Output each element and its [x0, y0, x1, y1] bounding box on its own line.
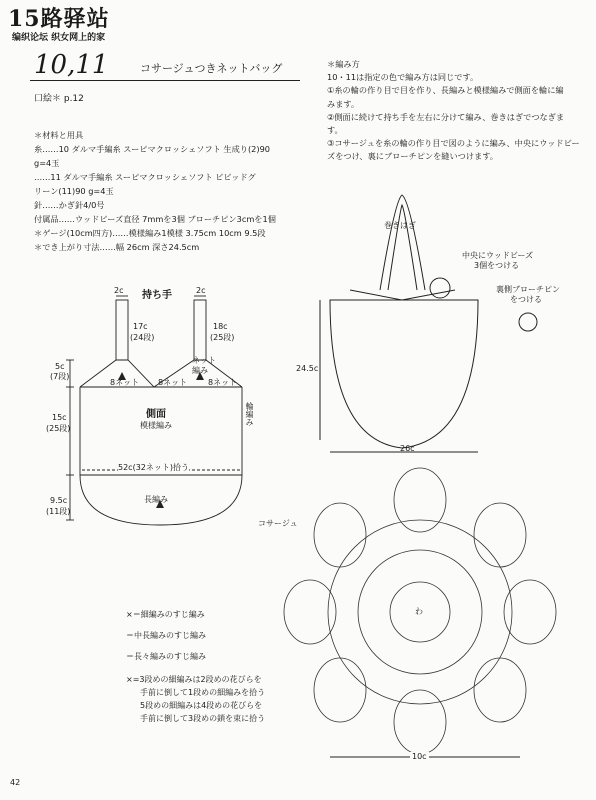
- left-handle-strap: [116, 300, 128, 360]
- bag-height: 24.5c: [296, 364, 319, 373]
- net-right-label: 8ネット: [208, 378, 238, 387]
- materials-line: ＊でき上がり寸法……幅 26cm 深さ24.5cm: [34, 242, 200, 252]
- method-line: ズをつけ、裏にブローチピンを縫いつけます。: [327, 151, 498, 162]
- bag-width: 26c: [400, 444, 415, 453]
- pattern-number: 10,11: [34, 50, 109, 80]
- pin-label-2: をつける: [510, 295, 542, 304]
- bottom-stitch-label: 長編み: [144, 495, 168, 504]
- materials-line: ＊ゲージ(10cm四方)……模様編み1模様 3.75cm 10cm 9.5段: [34, 228, 266, 238]
- net-mid-label: 8ネット: [158, 378, 188, 387]
- materials-line: リーン(11)90 g=4玉: [34, 186, 114, 196]
- handle-width-left: 2c: [114, 286, 124, 295]
- bag-body-outline: [330, 300, 478, 448]
- corsage-label: コサージュ: [258, 519, 298, 528]
- net-left-label: 8ネット: [110, 378, 140, 387]
- round-knit-label: 輪編み: [245, 402, 254, 426]
- handle-label: 持ち手: [142, 290, 172, 301]
- top-rows: (7段): [50, 372, 70, 381]
- net-edge-label: ネット 編み: [192, 356, 216, 375]
- page-number: 42: [10, 778, 21, 787]
- materials-line: 付属品……ウッドビーズ直径 7mmを3個 ブローチピン3cmを1個: [34, 214, 276, 224]
- materials-line: 糸……10 ダルマ手編糸 スーピマクロッシェソフト 生成り(2)90: [34, 144, 271, 154]
- method-line: ③コサージュを糸の輪の作り目で図のように編み、中央にウッドビー: [327, 138, 580, 149]
- pattern-ref: 口絵＊ p.12: [34, 94, 84, 104]
- method-line: す。: [327, 125, 343, 136]
- mid-rows: (25段): [46, 424, 71, 433]
- materials-line: g=4玉: [34, 158, 60, 168]
- bead-label-2: 3個をつける: [474, 261, 520, 270]
- bottom-height: 9.5c: [50, 496, 68, 505]
- corsage-width: 10c: [412, 752, 427, 761]
- pattern-title: コサージュつきネットバッグ: [140, 62, 283, 75]
- handle-width-right: 2c: [196, 286, 206, 295]
- top-height: 5c: [55, 362, 65, 371]
- materials-heading: ＊材料と用具: [34, 130, 84, 140]
- legend-item: ＝長々編みのすじ編み: [126, 652, 206, 661]
- handle-left-length: 17c: [133, 322, 148, 331]
- legend-item: ＝中長編みのすじ編み: [126, 631, 206, 640]
- stitch-legend: [126, 608, 265, 725]
- handle-left-rows: (24段): [130, 333, 155, 342]
- materials-line: ……11 ダルマ手編糸 スーピマクロッシェソフト ビビッドグ: [34, 172, 256, 182]
- legend-note: ×=3段めの細編みは2段めの花びらを: [126, 675, 262, 684]
- body-label: 側面: [146, 409, 166, 420]
- seam-label: 巻きはぎ: [384, 221, 416, 230]
- method-line: 10・11は指定の色で編み方は同じです。: [327, 72, 479, 83]
- legend-note: 5段めの細編みは4段めの花びらを: [140, 701, 263, 710]
- pin-label: 裏側ブローチピン: [496, 285, 560, 294]
- method-line: ②側面に続けて持ち手を左右に分けて編み、巻きはぎでつなぎま: [327, 111, 565, 122]
- materials-line: 針……かぎ針4/0号: [34, 200, 105, 210]
- legend-item: ×＝細編みのすじ編み: [126, 610, 205, 619]
- site-tagline: 编织论坛 织女网上的家: [12, 33, 106, 43]
- pickup-label: 52c(32ネット)拾う: [118, 463, 189, 472]
- body-pattern-label: 模様編み: [140, 421, 172, 430]
- handle-right-rows: (25段): [210, 333, 235, 342]
- mid-height: 15c: [52, 413, 67, 422]
- legend-note: 手前に倒して1段めの細編みを拾う: [140, 688, 266, 697]
- method-line: みます。: [327, 98, 360, 109]
- method-line: ①糸の輪の作り目で目を作り、長編みと模様編みで側面を輪に編: [327, 85, 564, 96]
- right-handle-strap: [194, 300, 206, 360]
- legend-note: 手前に倒して3段めの鎖を束に拾う: [140, 714, 266, 723]
- corsage-center-mark: わ: [415, 607, 423, 616]
- site-logo: 15路驿站: [8, 6, 110, 32]
- method-heading: ＊編み方: [327, 59, 360, 69]
- bottom-rows: (11段): [46, 507, 71, 516]
- bead-label: 中央にウッドビーズ: [462, 251, 534, 260]
- handle-right-length: 18c: [213, 322, 228, 331]
